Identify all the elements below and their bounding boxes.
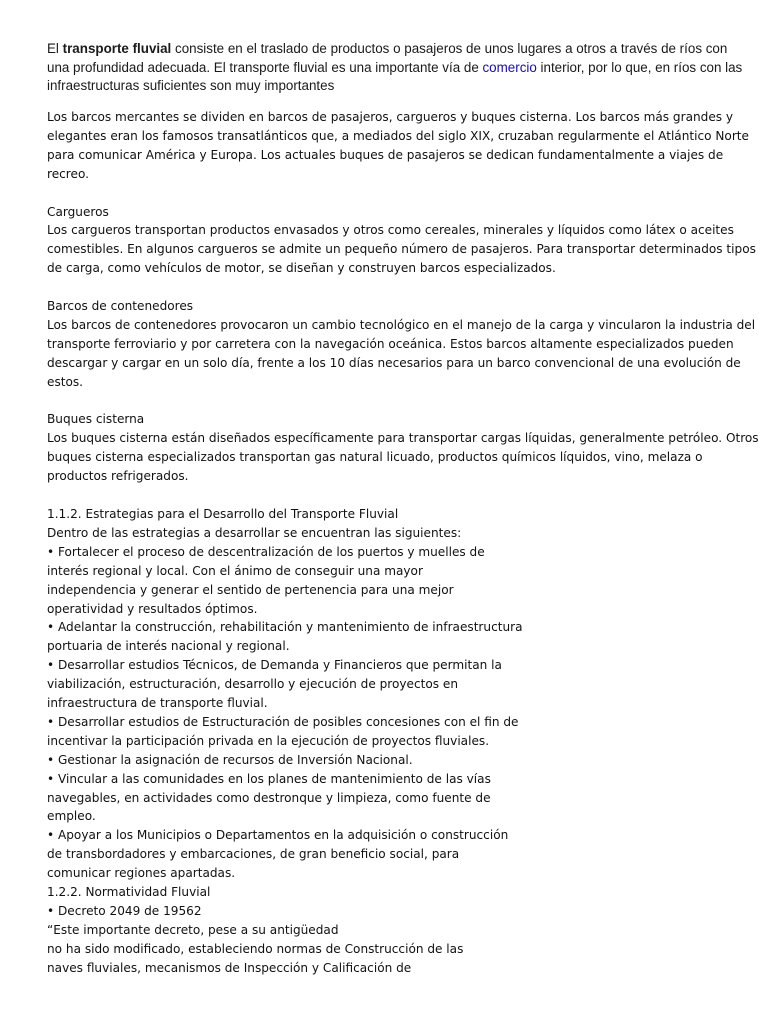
comercio-link[interactable]: comercio (482, 59, 537, 75)
text-line: “Este importante decreto, pese a su antigüedad (47, 922, 339, 937)
section-heading: Buques cisterna (47, 412, 145, 427)
bullet-line: • Gestionar la asignación de recursos de Inversión Nacional. (47, 752, 413, 767)
bullet-line: • Apoyar a los Municipios o Departamentos en la adquisición o construcción (47, 828, 509, 843)
text-line: Los barcos mercantes se dividen en barcos de pasajeros, cargueros y buques cisterna. Los barcos más grandes y (47, 110, 734, 124)
text-line: de carga, como vehículos de motor, se diseñan y construyen barcos especializados. (47, 261, 556, 276)
intro-bold-term: transporte fluvial (62, 41, 172, 56)
contenedores-section (47, 297, 756, 392)
text-line: infraestructura de transporte fluvial. (47, 696, 268, 711)
bullet-line: • Fortalecer el proceso de descentralización de los puertos y muelles de (47, 544, 485, 559)
text-line: interés regional y local. Con el ánimo de conseguir una mayor (47, 563, 423, 578)
text-line: elegantes eran los famosos transatlánticos que, a mediados del siglo XIX, cruzaban regularmente el Atlántico Norte (47, 128, 749, 143)
text-line: Los buques cisterna están diseñados específicamente para transportar cargas líquidas, generalmente petróleo. Otros (47, 431, 759, 446)
bullet-line: • Vincular a las comunidades en los planes de mantenimiento de las vías (47, 771, 491, 786)
text-line: viabilización, estructuración, desarrollo y ejecución de proyectos en (47, 677, 459, 692)
text-line: no ha sido modificado, estableciendo normas de Construcción de las (47, 941, 464, 956)
section-heading: Cargueros (47, 204, 109, 219)
intro-line-1: El transporte fluvial consiste en el traslado de productos o pasajeros de unos lugares a otros a través de ríos con (47, 41, 728, 56)
bullet-line: • Desarrollar estudios de Estructuración de posibles concesiones con el fin de (47, 714, 519, 729)
text-line: operatividad y resultados óptimos. (47, 601, 258, 616)
text-line: Dentro de las estrategias a desarrollar se encuentran las siguientes: (47, 525, 462, 540)
cisterna-section (47, 410, 759, 486)
cargueros-section (47, 203, 756, 279)
barcos-paragraph (47, 108, 749, 184)
text-line: Los barcos de contenedores provocaron un cambio tecnológico en el manejo de la carga y vincularon la industria del (47, 317, 756, 332)
text-line: comunicar regiones apartadas. (47, 866, 236, 881)
bullet-line: • Desarrollar estudios Técnicos, de Demanda y Financieros que permitan la (47, 658, 502, 673)
intro-paragraph (47, 40, 743, 96)
text-line: recreo. (47, 166, 89, 181)
text-line: transporte ferroviario y por carretera con la navegación oceánica. Estos barcos altamente especializados pueden (47, 336, 734, 351)
text-line: para comunicar América y Europa. Los actuales buques de pasajeros se dedican fundamentalmente a viajes de (47, 147, 724, 162)
text-line: estos. (47, 374, 84, 389)
text-line: Los cargueros transportan productos envasados y otros como cereales, minerales y líquidos como látex o aceites (47, 223, 734, 238)
section-heading: 1.1.2. Estrategias para el Desarrollo del Transporte Fluvial (47, 506, 399, 521)
bullet-line: • Adelantar la construcción, rehabilitación y mantenimiento de infraestructura (47, 620, 523, 635)
section-heading: 1.2.2. Normatividad Fluvial (47, 885, 211, 900)
text-line: naves fluviales, mecanismos de Inspección y Calificación de (47, 960, 412, 975)
bullet-line: • Decreto 2049 de 19562 (47, 904, 202, 918)
text-line: incentivar la participación privada en la ejecución de proyectos fluviales. (47, 733, 490, 748)
text-line: comestibles. En algunos cargueros se admite un pequeño número de pasajeros. Para transportar determinados tipos (47, 242, 756, 257)
intro-line-3: infraestructuras suficientes son muy importantes (47, 78, 335, 93)
text-line: buques cisterna especializados transportan gas natural licuado, productos químicos líquidos, vino, melaza o (47, 450, 703, 465)
text-line: empleo. (47, 809, 96, 824)
document-body (47, 108, 759, 997)
text-line: productos refrigerados. (47, 469, 189, 484)
intro-line-2: una profundidad adecuada. El transporte fluvial es una importante vía de comercio interior, por lo que, en ríos con las (47, 59, 743, 75)
estrategias-section (47, 505, 727, 978)
text-line: independencia y generar el sentido de pertenencia para una mejor (47, 582, 454, 597)
text-line: de transbordadores y embarcaciones, de gran beneficio social, para (47, 847, 460, 862)
text-line: navegables, en actividades como destronque y limpieza, como fuente de (47, 790, 491, 805)
text-line: portuaria de interés nacional y regional. (47, 639, 290, 654)
text-line: descargar y cargar en un solo día, frente a los 10 días necesarios para un barco convencional de una evolución de (47, 355, 741, 370)
section-heading: Barcos de contenedores (47, 299, 194, 314)
